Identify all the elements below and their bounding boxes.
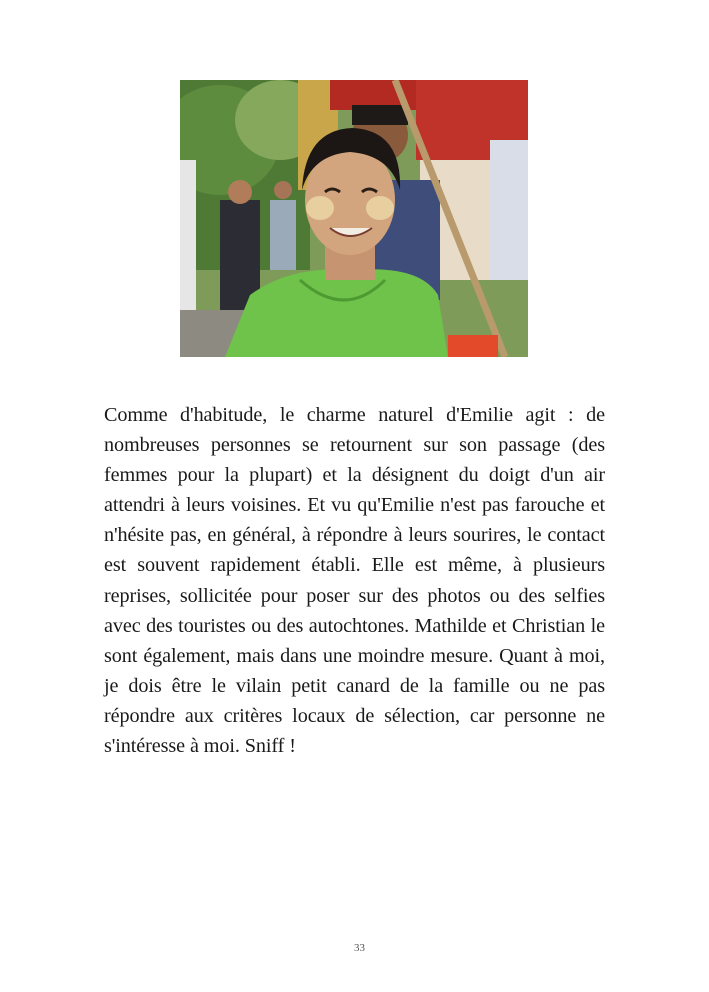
portrait-photo-illustration bbox=[180, 80, 528, 357]
portrait-photo bbox=[180, 80, 528, 357]
page-number: 33 bbox=[354, 942, 365, 954]
body-paragraph: Comme d'habitude, le charme naturel d'Emilie agit : de nombreuses personnes se retournent sur son passage (des femmes pour la plupart) et la désignent du doigt d'un air attendri à leurs voisines. Et vu qu'Emilie n'est pas farouche et n'hésite pas, en général, à répondre à leurs sourires, le contact est souvent rapidement établi. Elle est même, à plusieurs reprises, sollicitée pour poser sur des photos ou des selfies avec des touristes ou des autochtones. Mathilde et Christian le sont également, mais dans une moindre mesure. Quant à moi, je dois être le vilain petit canard de la famille ou ne pas répondre aux critères locaux de sélection, car personne ne s'intéresse à moi. Sniff ! bbox=[104, 404, 605, 758]
